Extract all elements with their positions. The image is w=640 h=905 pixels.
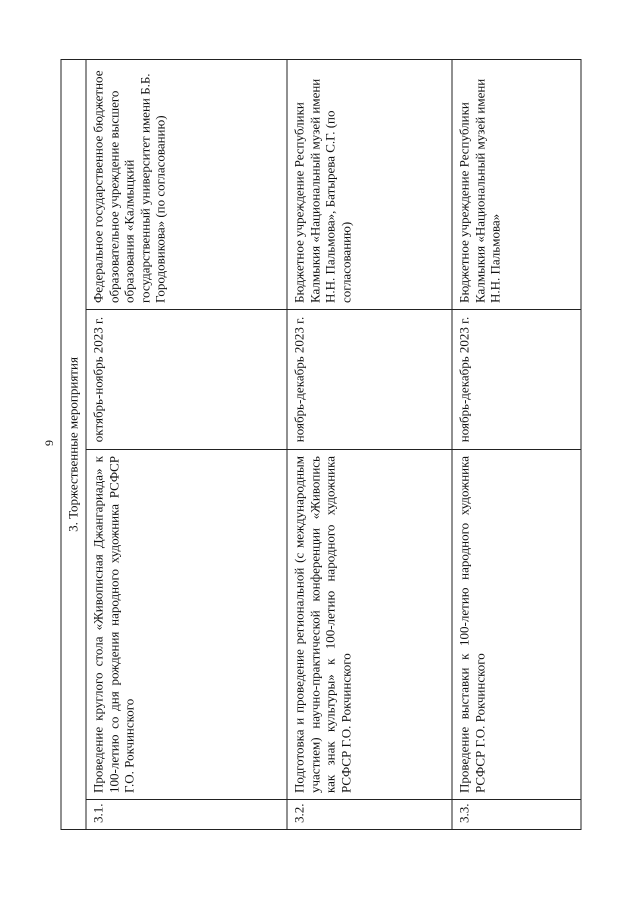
page-number: 9	[42, 440, 56, 446]
event-date: ноябрь-декабрь 2023 г.	[452, 310, 581, 450]
table-row	[86, 59, 287, 829]
event-description: Подготовка и проведение региональной (с международным участием) научно-практической конференции «Живопись как знак культуры» к 100-летию народного художника РСФСР Г.О. Рокчинского	[287, 450, 452, 800]
events-table	[61, 59, 582, 830]
table-row	[287, 59, 452, 829]
event-description: Проведение круглого стола «Живописная Джангариада» к 100-летию со дня рождения народного художника РСФСР Г.О. Рокчинского	[86, 450, 287, 800]
row-number: 3.1.	[86, 800, 287, 830]
row-number: 3.2.	[287, 800, 452, 830]
row-number: 3.3.	[452, 800, 581, 830]
event-date: ноябрь-декабрь 2023 г.	[287, 310, 452, 450]
event-description: Проведение выставки к 100-летию народного художника РСФСР Г.О. Рокчинского	[452, 450, 581, 800]
event-date: октябрь-ноябрь 2023 г.	[86, 310, 287, 450]
section-header-row	[61, 59, 86, 829]
table-row	[452, 59, 581, 829]
responsible-organization: Бюджетное учреждение Республики Калмыкия «Национальный музей имени Н.Н. Пальмова»	[452, 59, 581, 309]
section-title: 3. Торжественные мероприятия	[61, 59, 86, 829]
rotated-table-sheet	[61, 60, 582, 830]
responsible-organization: Бюджетное учреждение Республики Калмыкия «Национальный музей имени Н.Н. Пальмова», Батырева С.Г. (по согласованию)	[287, 59, 452, 309]
responsible-organization: Федеральное государственное бюджетное образовательное учреждение высшего образования «Калмыцкий государственный университет имени Б.Б. Городовикова» (по согласованию)	[86, 59, 287, 309]
